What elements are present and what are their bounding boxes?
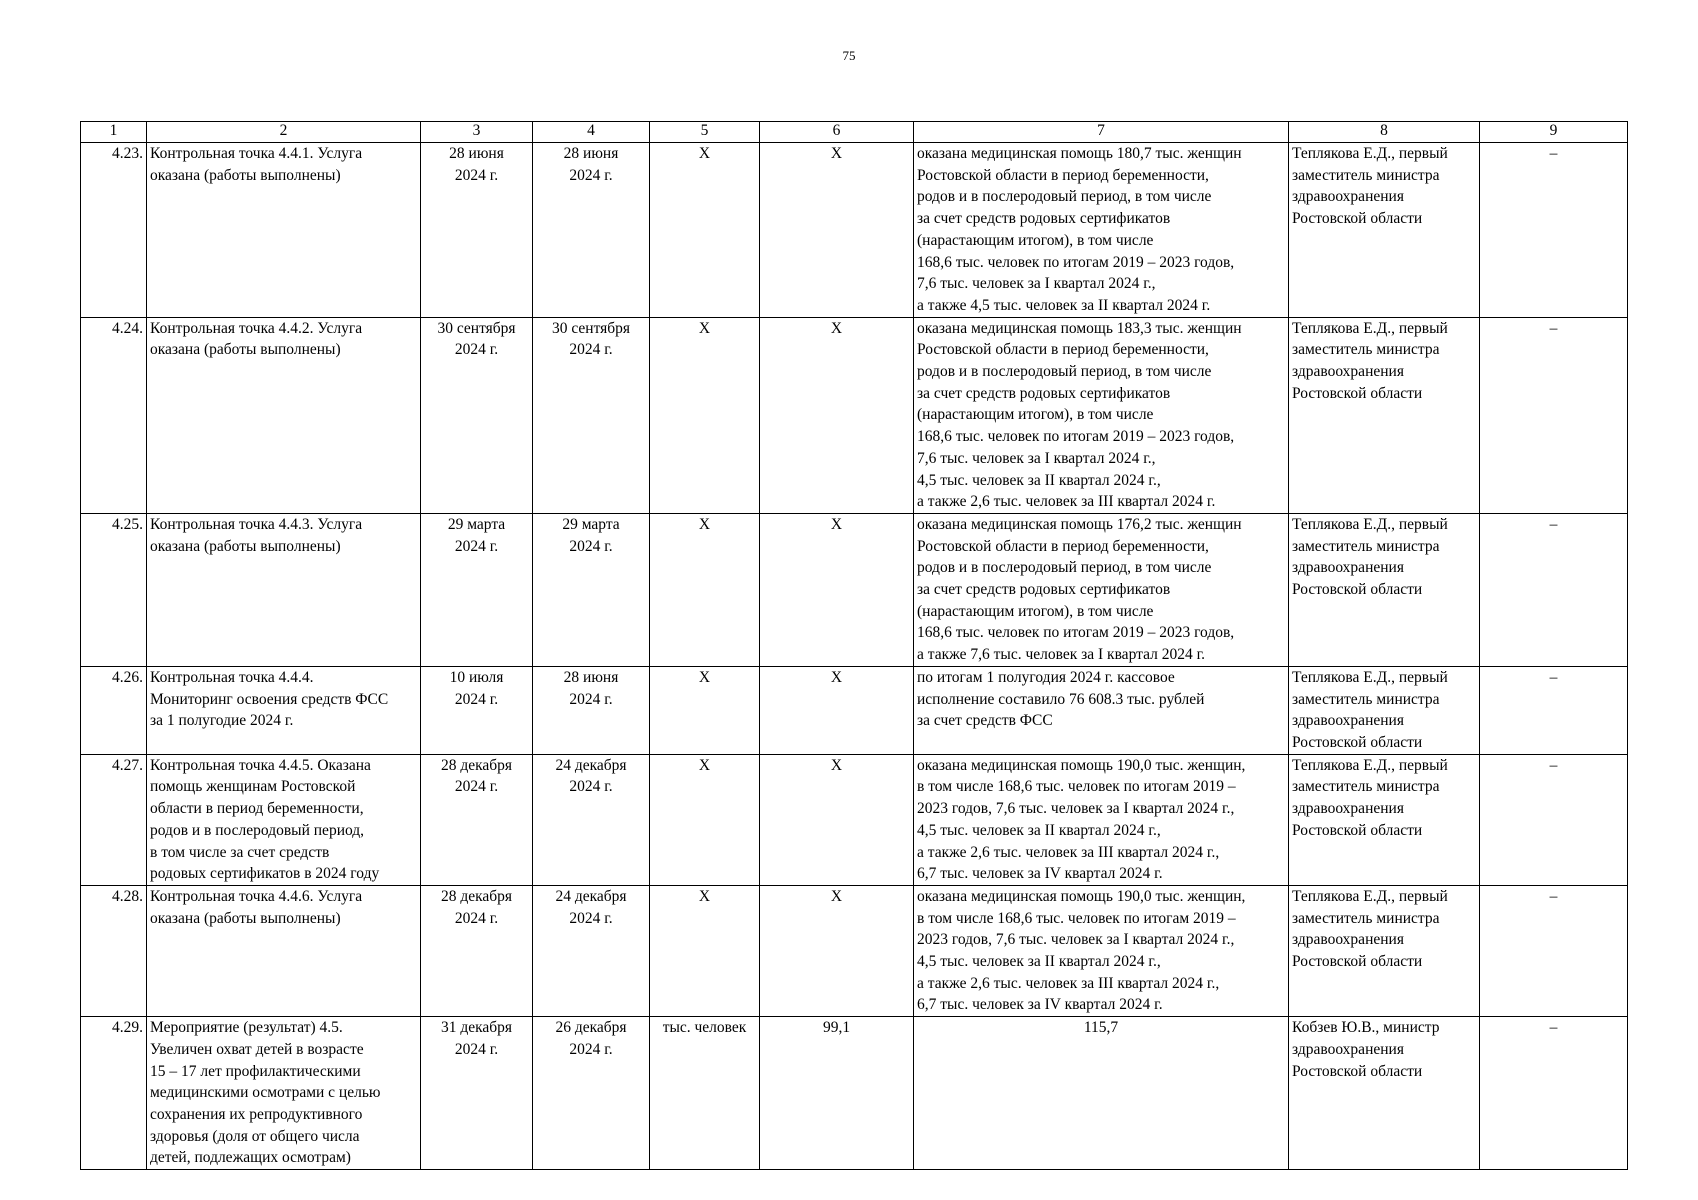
- responsible-line: Теплякова Е.Д., первый: [1292, 145, 1448, 162]
- note: –: [1549, 668, 1558, 686]
- fact-date-line: 2024 г.: [569, 537, 613, 555]
- fact-date-line: 2024 г.: [569, 690, 613, 708]
- plan-value: X: [830, 515, 843, 533]
- responsible-line: Кобзев Ю.В., министр: [1292, 1019, 1440, 1037]
- responsible-line: здравоохранения: [1292, 363, 1404, 381]
- col-header-6: 6: [760, 122, 914, 143]
- responsible-line: заместитель министра: [1292, 909, 1440, 927]
- plan-date-cell: [421, 754, 533, 885]
- fact-date-line: 2024 г.: [569, 909, 613, 927]
- fact-value-line: за счет средств ФСС: [917, 712, 1053, 730]
- event-name-line: Контрольная точка 4.4.6. Услуга: [150, 887, 363, 905]
- fact-date-cell: [533, 143, 650, 318]
- fact-value-line: родов и в послеродовый период, в том числе: [917, 363, 1212, 381]
- fact-date-cell: [533, 885, 650, 1016]
- event-name-cell: [147, 143, 421, 318]
- col-header-9: 9: [1480, 122, 1628, 143]
- row-number-cell: [81, 666, 147, 754]
- event-name-line: за 1 полугодие 2024 г.: [150, 712, 294, 730]
- event-name-cell: [147, 885, 421, 1016]
- event-name-line: оказана (работы выполнены): [150, 166, 341, 184]
- table-row: [81, 1017, 1628, 1170]
- plan-value-cell: [760, 666, 914, 754]
- plan-date-line: 31 декабря: [440, 1019, 513, 1037]
- fact-date-line: 24 декабря: [555, 887, 627, 905]
- fact-value-line: а также 4,5 тыс. человек за II квартал 2024 г.: [917, 296, 1211, 314]
- event-name-cell: [147, 754, 421, 885]
- row-number: 4.26.: [112, 668, 143, 686]
- fact-value-line: 7,6 тыс. человек за I квартал 2024 г.,: [917, 275, 1156, 293]
- row-number-cell: [81, 513, 147, 666]
- row-number: 4.23.: [112, 145, 143, 162]
- event-name-line: Контрольная точка 4.4.5. Оказана: [150, 756, 371, 774]
- fact-value-line: оказана медицинская помощь 190,0 тыс. женщин,: [917, 887, 1246, 905]
- page-number: 75: [842, 48, 856, 63]
- fact-value-line: 4,5 тыс. человек за II квартал 2024 г.,: [917, 471, 1161, 489]
- fact-value-line: а также 7,6 тыс. человек за I квартал 2024 г.: [917, 646, 1206, 664]
- plan-date-line: 2024 г.: [454, 341, 499, 359]
- event-name-line: Контрольная точка 4.4.2. Услуга: [150, 319, 363, 337]
- responsible-line: здравоохранения: [1292, 188, 1404, 206]
- fact-value-cell: [914, 754, 1289, 885]
- col-header-1: 1: [81, 122, 147, 143]
- fact-date-line: 24 декабря: [555, 756, 627, 774]
- event-name-cell: [147, 1017, 421, 1170]
- col-header-8: 8: [1289, 122, 1480, 143]
- col-header-3: 3: [421, 122, 533, 143]
- fact-value-line: (нарастающим итогом), в том числе: [917, 406, 1154, 424]
- fact-value-line: за счет средств родовых сертификатов: [917, 210, 1171, 228]
- unit-cell: [650, 317, 760, 513]
- fact-value-line: оказана медицинская помощь 190,0 тыс. женщин,: [917, 756, 1246, 774]
- plan-date-cell: [421, 143, 533, 318]
- fact-value-line: по итогам 1 полугодия 2024 г. кассовое: [917, 668, 1175, 686]
- plan-value-cell: [760, 885, 914, 1016]
- fact-date-line: 2024 г.: [569, 1040, 613, 1058]
- fact-value-line: Ростовской области в период беременности,: [917, 341, 1209, 359]
- table-row: [81, 666, 1628, 754]
- plan-date-cell: [421, 885, 533, 1016]
- report-table: [80, 121, 1628, 1170]
- responsible-line: здравоохранения: [1292, 800, 1404, 818]
- event-name-line: помощь женщинам Ростовской: [150, 778, 356, 796]
- fact-value-line: за счет средств родовых сертификатов: [917, 581, 1171, 599]
- plan-value-cell: [760, 1017, 914, 1170]
- row-number-cell: [81, 754, 147, 885]
- unit-cell: [650, 885, 760, 1016]
- responsible-line: здравоохранения: [1292, 559, 1404, 577]
- fact-value-line: 2023 годов, 7,6 тыс. человек за I квартал 2024 г.,: [917, 800, 1235, 818]
- unit-cell: [650, 754, 760, 885]
- plan-value: X: [830, 756, 843, 774]
- plan-date-cell: [421, 513, 533, 666]
- table-row: [81, 513, 1628, 666]
- event-name-line: оказана (работы выполнены): [150, 537, 341, 555]
- plan-value: X: [830, 145, 843, 162]
- plan-value: X: [830, 319, 843, 337]
- table-row: [81, 754, 1628, 885]
- col-header-2: 2: [147, 122, 421, 143]
- fact-value-cell: [914, 666, 1289, 754]
- fact-value-line: оказана медицинская помощь 183,3 тыс. женщин: [917, 319, 1242, 337]
- event-name-line: родовых сертификатов в 2024 году: [150, 865, 380, 883]
- header-row: [81, 122, 1628, 143]
- event-name-line: Увеличен охват детей в возрасте: [150, 1040, 364, 1058]
- responsible-line: Теплякова Е.Д., первый: [1292, 887, 1448, 905]
- responsible-line: Ростовской области: [1292, 821, 1423, 839]
- event-name-cell: [147, 513, 421, 666]
- fact-value-line: 6,7 тыс. человек за IV квартал 2024 г.: [917, 996, 1163, 1014]
- unit-cell: [650, 513, 760, 666]
- plan-value-cell: [760, 513, 914, 666]
- event-name-cell: [147, 317, 421, 513]
- fact-date-cell: [533, 1017, 650, 1170]
- note: –: [1549, 319, 1558, 337]
- note-cell: [1480, 666, 1628, 754]
- note-cell: [1480, 1017, 1628, 1170]
- event-name-line: Контрольная точка 4.4.3. Услуга: [150, 515, 363, 533]
- unit: X: [698, 145, 711, 162]
- fact-date-line: 2024 г.: [569, 341, 613, 359]
- responsible-cell: [1289, 885, 1480, 1016]
- responsible-cell: [1289, 143, 1480, 318]
- responsible-line: Ростовской области: [1292, 210, 1423, 228]
- row-number: 4.27.: [112, 756, 143, 774]
- responsible-line: заместитель министра: [1292, 537, 1440, 555]
- responsible-line: Теплякова Е.Д., первый: [1292, 756, 1448, 774]
- note-cell: [1480, 754, 1628, 885]
- fact-date-line: 30 сентября: [551, 319, 631, 337]
- responsible-line: Теплякова Е.Д., первый: [1292, 515, 1448, 533]
- plan-date-line: 10 июля: [449, 668, 504, 686]
- responsible-line: Ростовской области: [1292, 1062, 1423, 1080]
- fact-value-cell: [914, 513, 1289, 666]
- plan-value-cell: [760, 317, 914, 513]
- fact-value-cell: [914, 317, 1289, 513]
- fact-value-line: в том числе 168,6 тыс. человек по итогам 2019 –: [917, 909, 1236, 927]
- plan-date-line: 29 марта: [447, 515, 506, 533]
- unit: X: [698, 756, 711, 774]
- note: –: [1549, 756, 1558, 774]
- plan-value: 99,1: [822, 1019, 851, 1037]
- row-number-cell: [81, 885, 147, 1016]
- event-name-line: оказана (работы выполнены): [150, 909, 341, 927]
- fact-value-line: 4,5 тыс. человек за II квартал 2024 г.,: [917, 821, 1161, 839]
- fact-value-line: 6,7 тыс. человек за IV квартал 2024 г.: [917, 865, 1163, 883]
- note-cell: [1480, 143, 1628, 318]
- responsible-line: здравоохранения: [1292, 1040, 1404, 1058]
- fact-value-line: Ростовской области в период беременности,: [917, 166, 1209, 184]
- fact-date-line: 29 марта: [562, 515, 620, 533]
- fact-value-line: а также 2,6 тыс. человек за III квартал 2024 г.,: [917, 974, 1220, 992]
- fact-value-line: а также 2,6 тыс. человек за III квартал 2024 г.,: [917, 843, 1220, 861]
- unit: X: [698, 887, 711, 905]
- plan-value-cell: [760, 754, 914, 885]
- fact-value-line: в том числе 168,6 тыс. человек по итогам 2019 –: [917, 778, 1236, 796]
- plan-date-line: 2024 г.: [454, 1040, 499, 1058]
- plan-value: X: [830, 668, 843, 686]
- plan-date-line: 2024 г.: [454, 690, 499, 708]
- row-number-cell: [81, 1017, 147, 1170]
- event-name-line: 15 – 17 лет профилактическими: [150, 1062, 361, 1080]
- event-name-line: Мероприятие (результат) 4.5.: [150, 1019, 343, 1037]
- fact-value-line: 2023 годов, 7,6 тыс. человек за I квартал 2024 г.,: [917, 931, 1235, 949]
- fact-value-cell: [914, 143, 1289, 318]
- note: –: [1549, 515, 1558, 533]
- plan-date-line: 2024 г.: [454, 537, 499, 555]
- fact-value-line: 168,6 тыс. человек по итогам 2019 – 2023 годов,: [917, 428, 1235, 446]
- fact-value-line: (нарастающим итогом), в том числе: [917, 602, 1154, 620]
- table-row: [81, 143, 1628, 318]
- note-cell: [1480, 885, 1628, 1016]
- note-cell: [1480, 513, 1628, 666]
- note: –: [1549, 1019, 1558, 1037]
- fact-date-cell: [533, 513, 650, 666]
- unit-cell: [650, 1017, 760, 1170]
- event-name-line: здоровья (доля от общего числа: [150, 1127, 360, 1145]
- col-header-4: 4: [533, 122, 650, 143]
- row-number: 4.29.: [112, 1019, 143, 1037]
- responsible-cell: [1289, 666, 1480, 754]
- event-name-line: Контрольная точка 4.4.1. Услуга: [150, 145, 363, 162]
- fact-value-line: оказана медицинская помощь 176,2 тыс. женщин: [917, 515, 1242, 533]
- plan-date-cell: [421, 1017, 533, 1170]
- fact-date-line: 26 декабря: [555, 1019, 627, 1037]
- plan-date-line: 28 декабря: [440, 887, 513, 905]
- unit-cell: [650, 143, 760, 318]
- table-row: [81, 317, 1628, 513]
- event-name-line: в том числе за счет средств: [150, 843, 330, 861]
- fact-value-cell: [914, 1017, 1289, 1170]
- responsible-line: заместитель министра: [1292, 341, 1440, 359]
- fact-value-line: за счет средств родовых сертификатов: [917, 384, 1171, 402]
- responsible-line: заместитель министра: [1292, 778, 1440, 796]
- event-name-line: Мониторинг освоения средств ФСС: [150, 690, 389, 708]
- plan-date-line: 28 декабря: [440, 756, 513, 774]
- fact-date-cell: [533, 754, 650, 885]
- note: –: [1549, 145, 1558, 162]
- event-name-line: сохранения их репродуктивного: [150, 1105, 363, 1123]
- event-name-line: детей, подлежащих осмотрам): [150, 1149, 351, 1167]
- unit-cell: [650, 666, 760, 754]
- plan-value-cell: [760, 143, 914, 318]
- note: –: [1549, 887, 1558, 905]
- fact-value-line: родов и в послеродовый период, в том числе: [917, 188, 1212, 206]
- plan-value: X: [830, 887, 843, 905]
- fact-date-cell: [533, 666, 650, 754]
- responsible-line: здравоохранения: [1292, 712, 1404, 730]
- plan-date-line: 28 июня: [449, 145, 504, 162]
- event-name-line: области в период беременности,: [150, 800, 364, 818]
- event-name-line: Контрольная точка 4.4.4.: [150, 668, 314, 686]
- responsible-line: заместитель министра: [1292, 690, 1440, 708]
- fact-value-line: 168,6 тыс. человек по итогам 2019 – 2023 годов,: [917, 253, 1235, 271]
- fact-value-line: а также 2,6 тыс. человек за III квартал 2024 г.: [917, 493, 1216, 511]
- fact-date-line: 28 июня: [563, 145, 619, 162]
- col-header-7: 7: [914, 122, 1289, 143]
- plan-date-cell: [421, 317, 533, 513]
- fact-value-line: 168,6 тыс. человек по итогам 2019 – 2023 годов,: [917, 624, 1235, 642]
- plan-date-cell: [421, 666, 533, 754]
- event-name-line: оказана (работы выполнены): [150, 341, 341, 359]
- row-number-cell: [81, 317, 147, 513]
- responsible-cell: [1289, 1017, 1480, 1170]
- fact-date-line: 2024 г.: [569, 778, 613, 796]
- plan-date-line: 2024 г.: [454, 909, 499, 927]
- fact-value: 115,7: [1083, 1019, 1119, 1037]
- fact-date-line: 2024 г.: [569, 166, 613, 184]
- fact-date-cell: [533, 317, 650, 513]
- responsible-line: Ростовской области: [1292, 581, 1423, 599]
- responsible-line: здравоохранения: [1292, 931, 1404, 949]
- row-number: 4.24.: [112, 319, 143, 337]
- event-name-line: медицинскими осмотрами с целью: [150, 1084, 381, 1102]
- fact-value-line: оказана медицинская помощь 180,7 тыс. женщин: [917, 145, 1242, 162]
- col-header-5: 5: [650, 122, 760, 143]
- responsible-line: Теплякова Е.Д., первый: [1292, 319, 1448, 337]
- row-number: 4.25.: [112, 515, 143, 533]
- responsible-line: Ростовской области: [1292, 384, 1423, 402]
- unit: тыс. человек: [662, 1019, 747, 1037]
- plan-date-line: 2024 г.: [454, 778, 499, 796]
- fact-value-line: 7,6 тыс. человек за I квартал 2024 г.,: [917, 449, 1156, 467]
- fact-value-line: родов и в послеродовый период, в том числе: [917, 559, 1212, 577]
- unit: X: [698, 515, 711, 533]
- fact-value-line: (нарастающим итогом), в том числе: [917, 231, 1154, 249]
- plan-date-line: 30 сентября: [437, 319, 516, 337]
- responsible-line: заместитель министра: [1292, 166, 1440, 184]
- event-name-cell: [147, 666, 421, 754]
- note-cell: [1480, 317, 1628, 513]
- responsible-line: Ростовской области: [1292, 953, 1423, 971]
- row-number-cell: [81, 143, 147, 318]
- responsible-line: Ростовской области: [1292, 733, 1423, 751]
- row-number: 4.28.: [112, 887, 143, 905]
- fact-date-line: 28 июня: [563, 668, 619, 686]
- plan-date-line: 2024 г.: [454, 166, 499, 184]
- fact-value-line: 4,5 тыс. человек за II квартал 2024 г.,: [917, 953, 1161, 971]
- event-name-line: родов и в послеродовый период,: [150, 821, 365, 839]
- unit: X: [698, 319, 711, 337]
- table-body: [81, 143, 1628, 1170]
- responsible-line: Теплякова Е.Д., первый: [1292, 668, 1448, 686]
- fact-value-line: исполнение составило 76 608.3 тыс. рублей: [917, 690, 1205, 708]
- unit: X: [698, 668, 711, 686]
- fact-value-line: Ростовской области в период беременности,: [917, 537, 1209, 555]
- responsible-cell: [1289, 513, 1480, 666]
- table-row: [81, 885, 1628, 1016]
- fact-value-cell: [914, 885, 1289, 1016]
- responsible-cell: [1289, 317, 1480, 513]
- responsible-cell: [1289, 754, 1480, 885]
